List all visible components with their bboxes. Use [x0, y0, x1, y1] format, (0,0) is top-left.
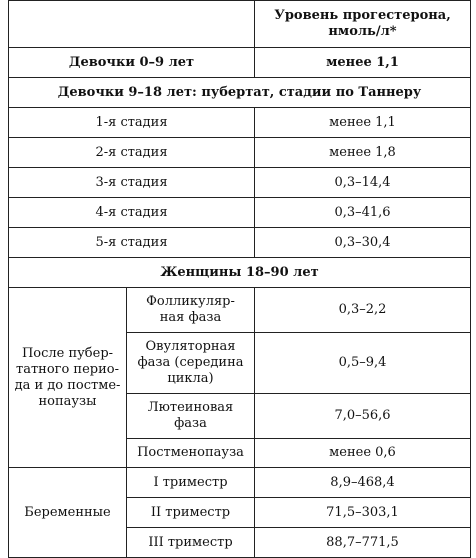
postpubertal-group-label [9, 288, 127, 468]
tanner-stage-label: 2-я стадия [9, 138, 255, 168]
trimester-value: 8,9–468,4 [255, 468, 471, 498]
header-blank-cell [9, 1, 255, 48]
table-header-row [9, 1, 471, 48]
phase-label-line: Овуляторная [145, 339, 236, 354]
phase-label: Постменопауза [127, 439, 255, 468]
women-18-90-section-title: Женщины 18–90 лет [9, 258, 471, 288]
table-section-row [9, 258, 471, 288]
girls-9-18-section-title: Девочки 9–18 лет: пубертат, стадии по Таннеру [9, 78, 471, 108]
phase-label-line: фаза [174, 416, 207, 431]
table-row [9, 198, 471, 228]
table-row [9, 468, 471, 498]
table-row [9, 288, 471, 333]
tanner-stage-value: 0,3–30,4 [255, 228, 471, 258]
phase-label [127, 394, 255, 439]
table-row [9, 138, 471, 168]
table-row [9, 108, 471, 138]
header-value-line-1: Уровень прогестерона, [274, 8, 451, 23]
table-section-row [9, 78, 471, 108]
phase-label [127, 333, 255, 394]
trimester-label: III триместр [127, 528, 255, 558]
header-value-line-2: нмоль/л* [328, 24, 397, 39]
postpubertal-line: После пубер- [21, 345, 114, 361]
tanner-stage-value: 0,3–14,4 [255, 168, 471, 198]
tanner-stage-label: 3-я стадия [9, 168, 255, 198]
postpubertal-line: да и до постме- [14, 377, 121, 393]
pregnant-group-label: Беременные [9, 468, 127, 558]
postpubertal-line: татного перио- [16, 361, 119, 377]
phase-label-line: ная фаза [159, 310, 222, 325]
phase-value: 0,5–9,4 [255, 333, 471, 394]
header-value-cell [255, 1, 471, 48]
trimester-label: II триместр [127, 498, 255, 528]
postpubertal-line: нопаузы [38, 393, 97, 409]
tanner-stage-label: 5-я стадия [9, 228, 255, 258]
trimester-value: 71,5–303,1 [255, 498, 471, 528]
trimester-value: 88,7–771,5 [255, 528, 471, 558]
girls-0-9-label: Девочки 0–9 лет [9, 48, 255, 78]
progesterone-reference-table [8, 0, 471, 558]
table-row [9, 228, 471, 258]
trimester-label: I триместр [127, 468, 255, 498]
phase-label-line: Лютеиновая [147, 400, 234, 415]
phase-label-line: цикла) [167, 371, 214, 386]
tanner-stage-label: 4-я стадия [9, 198, 255, 228]
phase-label-line: Фолликуляр- [146, 294, 235, 309]
table-row [9, 168, 471, 198]
tanner-stage-value: менее 1,8 [255, 138, 471, 168]
phase-value: менее 0,6 [255, 439, 471, 468]
girls-0-9-value: менее 1,1 [255, 48, 471, 78]
phase-label-line: фаза (середина [137, 355, 244, 370]
tanner-stage-label: 1-я стадия [9, 108, 255, 138]
table-row [9, 48, 471, 78]
tanner-stage-value: менее 1,1 [255, 108, 471, 138]
phase-value: 7,0–56,6 [255, 394, 471, 439]
phase-label [127, 288, 255, 333]
phase-value: 0,3–2,2 [255, 288, 471, 333]
tanner-stage-value: 0,3–41,6 [255, 198, 471, 228]
